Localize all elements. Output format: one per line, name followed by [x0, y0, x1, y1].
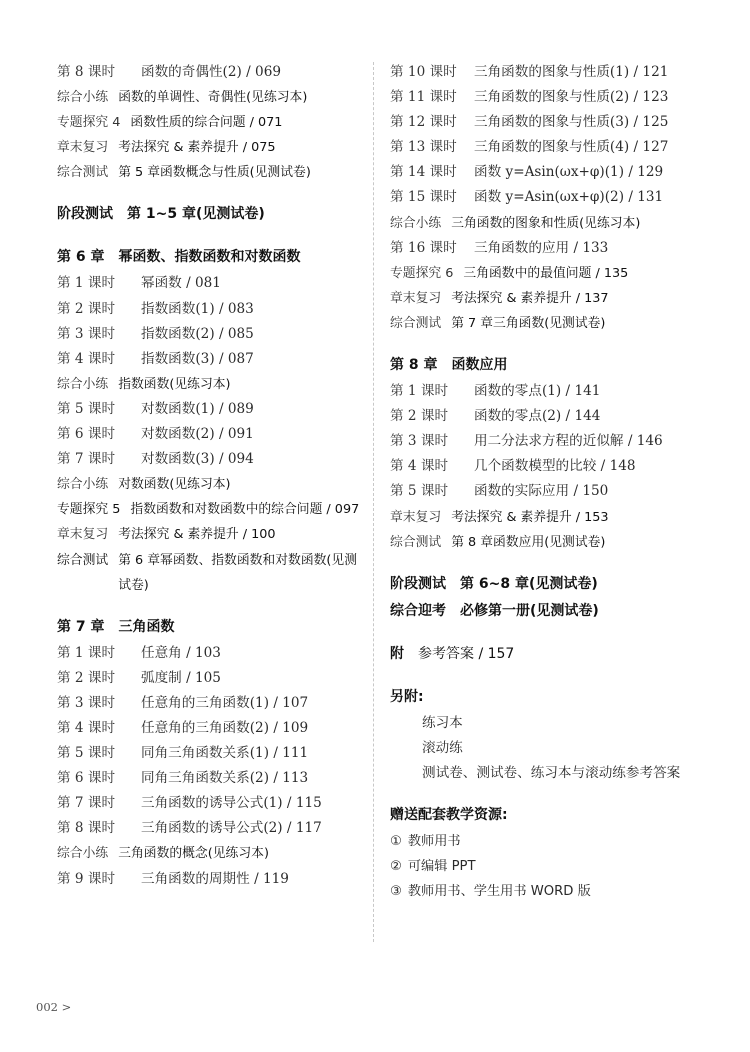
entry-title: 第 1~5 章(见测试卷) [127, 206, 265, 223]
entry-title: 指数函数和对数函数中的综合问题 / 097 [130, 502, 360, 518]
entry-title: 几个函数模型的比较 / 148 [474, 458, 636, 475]
entry-title: 函数的单调性、奇偶性(见练习本) [118, 90, 308, 106]
toc-entry-lesson [57, 322, 365, 347]
section-gap [390, 786, 710, 802]
entry-title: 第 5 章函数概念与性质(见测试卷) [118, 165, 311, 181]
toc-entry-review [57, 160, 365, 185]
entry-label: 第 7 课时 [57, 795, 116, 812]
entry-title: 三角函数的周期性 / 119 [141, 870, 289, 887]
entry-title: 指数函数(3) / 087 [141, 350, 254, 367]
section-gap [390, 555, 710, 571]
toc-entry-lesson [57, 397, 365, 422]
entry-label: 第 5 课时 [57, 400, 116, 417]
toc-entry-lesson [390, 85, 710, 110]
toc-entry-lesson [390, 454, 710, 479]
entry-label: 第 3 课时 [390, 433, 449, 450]
entry-title: 任意角 / 103 [141, 644, 221, 661]
entry-label: 第 7 章 [57, 618, 105, 635]
entry-label: 综合小练 [57, 477, 109, 493]
entry-title: 三角函数的图象与性质(3) / 125 [474, 114, 669, 131]
toc-entry-lesson [390, 429, 710, 454]
entry-label: 第 10 课时 [390, 64, 457, 80]
entry-label: 第 1 课时 [57, 644, 116, 661]
entry-title: 任意角的三角函数(2) / 109 [141, 719, 309, 736]
toc-entry-lesson [57, 716, 365, 741]
entry-title: 对数函数(2) / 091 [141, 426, 254, 443]
entry-title: 三角函数的图象与性质(2) / 123 [474, 89, 669, 106]
entry-label: 第 11 课时 [390, 89, 457, 106]
entry-title: 考法探究 & 素养提升 / 075 [118, 140, 276, 156]
toc-left-column [57, 60, 365, 892]
page-number: 002 > [36, 1000, 72, 1014]
entry-title: 第 8 章函数应用(见测试卷) [451, 534, 606, 550]
entry-label: 第 3 课时 [57, 325, 116, 342]
entry-label: 第 12 课时 [390, 114, 457, 131]
supplement-item-title: 测试卷、测试卷、练习本与滚动练参考答案 [422, 764, 681, 781]
entry-label: 第 6 章 [57, 249, 105, 266]
entry-label: 第 1 课时 [57, 275, 116, 292]
toc-entry-lesson [57, 791, 365, 816]
resource-number: ③ [390, 884, 402, 900]
entry-title: 考法探究 & 素养提升 / 153 [451, 509, 609, 525]
section-gap [57, 228, 365, 244]
entry-label: 综合测试 [390, 534, 442, 550]
section-heading [390, 352, 710, 379]
entry-label: 第 14 课时 [390, 164, 457, 181]
entry-label: 综合小练 [57, 376, 109, 392]
section-heading [57, 244, 365, 271]
entry-label: 阶段测试 [57, 206, 113, 223]
toc-entry-review [57, 372, 365, 397]
entry-label: 第 8 章 [390, 357, 438, 374]
toc-entry-lesson [390, 236, 710, 261]
entry-label: 第 8 课时 [57, 64, 116, 80]
toc-entry-review [57, 135, 365, 160]
section-heading [390, 684, 710, 711]
section-heading [390, 598, 710, 625]
entry-title: 函数性质的综合问题 / 071 [130, 115, 283, 131]
entry-label: 第 3 课时 [57, 694, 116, 711]
toc-entry-lesson [57, 447, 365, 472]
toc-entry-lesson [57, 867, 365, 892]
entry-title: 函数的零点(2) / 144 [474, 408, 601, 425]
entry-label: 专题探究 6 [390, 265, 454, 281]
entry-title: 指数函数(1) / 083 [141, 300, 254, 317]
entry-label: 第 2 课时 [57, 300, 116, 317]
supplement-item [390, 736, 710, 761]
entry-title: 参考答案 / 157 [418, 645, 515, 662]
entry-label: 赠送配套教学资源: [390, 806, 508, 823]
toc-entry-review [57, 110, 365, 135]
entry-label: 综合小练 [57, 846, 109, 862]
toc-entry-lesson [390, 110, 710, 135]
toc-entry-lesson [390, 160, 710, 185]
entry-label: 第 7 课时 [57, 451, 116, 468]
entry-title: 三角函数的诱导公式(1) / 115 [141, 795, 322, 812]
toc-entry-review [390, 530, 710, 555]
entry-title: 三角函数的概念(见练习本) [118, 846, 269, 862]
resource-item [390, 829, 710, 854]
toc-entry-lesson [390, 379, 710, 404]
column-divider [373, 62, 374, 942]
toc-entry-lesson [390, 185, 710, 210]
entry-label: 综合小练 [57, 90, 109, 106]
entry-title: 考法探究 & 素养提升 / 100 [118, 527, 276, 543]
supplement-item-title: 练习本 [422, 714, 463, 731]
entry-label: 第 6 课时 [57, 770, 116, 787]
toc-entry-multiline [57, 497, 365, 522]
entry-label: 阶段测试 [390, 575, 446, 592]
toc-entry-lesson [57, 60, 365, 85]
toc-entry-review [57, 85, 365, 110]
entry-label: 第 4 课时 [57, 350, 116, 367]
section-gap [57, 598, 365, 614]
entry-label: 第 2 课时 [57, 669, 116, 686]
entry-label: 综合测试 [390, 315, 442, 331]
entry-title: 考法探究 & 素养提升 / 137 [451, 290, 609, 306]
entry-label: 第 5 课时 [390, 483, 449, 500]
toc-entry-lesson [57, 741, 365, 766]
toc-entry-lesson [390, 479, 710, 504]
section-heading [390, 641, 710, 668]
entry-label: 专题探究 5 [57, 502, 121, 518]
supplement-item [390, 761, 710, 786]
entry-label: 第 5 课时 [57, 745, 116, 762]
entry-title: 三角函数的图象与性质(1) / 121 [474, 64, 669, 80]
toc-entry-review [390, 311, 710, 336]
entry-title: 同角三角函数关系(2) / 113 [141, 770, 309, 787]
entry-title: 函数的奇偶性(2) / 069 [141, 64, 281, 80]
toc-entry-lesson [57, 666, 365, 691]
entry-label: 章末复习 [57, 140, 109, 156]
entry-label: 第 6 课时 [57, 426, 116, 443]
toc-entry-lesson [390, 135, 710, 160]
entry-label: 第 15 课时 [390, 189, 457, 206]
entry-title: 用二分法求方程的近似解 / 146 [474, 433, 663, 450]
entry-label: 综合小练 [390, 215, 442, 231]
entry-title: 弧度制 / 105 [141, 669, 221, 686]
toc-entry-review [390, 211, 710, 236]
entry-title: 对数函数(1) / 089 [141, 400, 254, 417]
toc-entry-review [390, 286, 710, 311]
entry-label: 第 1 课时 [390, 383, 449, 400]
entry-title: 三角函数 [118, 618, 175, 635]
entry-title: 函数应用 [451, 357, 508, 374]
entry-title: 函数的零点(1) / 141 [474, 383, 601, 400]
toc-entry-lesson [57, 347, 365, 372]
entry-title: 同角三角函数关系(1) / 111 [141, 745, 309, 762]
supplement-item [390, 711, 710, 736]
section-heading [390, 571, 710, 598]
entry-label: 第 4 课时 [390, 458, 449, 475]
toc-entry-lesson [57, 766, 365, 791]
entry-label: 专题探究 4 [57, 115, 121, 131]
toc-entry-lesson [57, 691, 365, 716]
toc-entry-review [390, 505, 710, 530]
entry-title: 三角函数的图象和性质(见练习本) [451, 215, 641, 231]
entry-title: 函数的实际应用 / 150 [474, 483, 609, 500]
toc-entry-review [57, 522, 365, 547]
entry-title: 指数函数(2) / 085 [141, 325, 254, 342]
entry-title: 第 6 章幂函数、指数函数和对数函数(见测试卷) [118, 552, 358, 593]
toc-entry-lesson [57, 422, 365, 447]
entry-label: 第 4 课时 [57, 719, 116, 736]
entry-title: 对数函数(见练习本) [118, 477, 231, 493]
section-gap [390, 668, 710, 684]
entry-label: 章末复习 [390, 509, 442, 525]
toc-entry-lesson [57, 816, 365, 841]
entry-label: 章末复习 [57, 527, 109, 543]
entry-label: 附 [390, 645, 404, 662]
resource-number: ② [390, 859, 402, 875]
toc-entry-lesson [57, 641, 365, 666]
toc-entry-multiline [57, 548, 365, 598]
resource-number: ① [390, 833, 402, 849]
entry-title: 第 7 章三角函数(见测试卷) [451, 315, 606, 331]
toc-entry-lesson [57, 297, 365, 322]
toc-entry-lesson [57, 271, 365, 296]
entry-label: 第 9 课时 [57, 870, 116, 887]
section-heading [390, 802, 710, 829]
entry-title: 三角函数的诱导公式(2) / 117 [141, 820, 322, 837]
entry-label: 综合测试 [57, 552, 109, 568]
resource-title: 可编辑 PPT [407, 859, 476, 875]
entry-title: 幂函数 / 081 [141, 275, 221, 292]
toc-right-column [390, 60, 710, 904]
section-gap [390, 336, 710, 352]
entry-label: 综合测试 [57, 165, 109, 181]
resource-item [390, 879, 710, 904]
entry-title: 三角函数的应用 / 133 [474, 239, 609, 256]
resource-title: 教师用书、学生用书 WORD 版 [407, 884, 591, 900]
entry-label: 第 13 课时 [390, 139, 457, 156]
entry-label: 另附: [390, 688, 424, 705]
toc-entry-review [57, 472, 365, 497]
toc-entry-lesson [390, 404, 710, 429]
entry-title: 任意角的三角函数(1) / 107 [141, 694, 309, 711]
resource-item [390, 854, 710, 879]
section-heading [57, 614, 365, 641]
entry-title: 第 6~8 章(见测试卷) [460, 575, 598, 592]
entry-label: 第 16 课时 [390, 239, 457, 256]
section-heading [57, 201, 365, 228]
supplement-item-title: 滚动练 [422, 739, 463, 756]
entry-title: 三角函数的图象与性质(4) / 127 [474, 139, 669, 156]
entry-title: 对数函数(3) / 094 [141, 451, 254, 468]
entry-title: 指数函数(见练习本) [118, 376, 231, 392]
toc-entry-review [57, 841, 365, 866]
toc-entry-review [390, 261, 710, 286]
entry-label: 章末复习 [390, 290, 442, 306]
entry-title: 幂函数、指数函数和对数函数 [118, 249, 301, 266]
entry-title: 三角函数中的最值问题 / 135 [463, 265, 629, 281]
entry-label: 第 8 课时 [57, 820, 116, 837]
section-gap [390, 625, 710, 641]
toc-entry-lesson [390, 60, 710, 85]
entry-title: 函数 y=Asin(ωx+φ)(1) / 129 [474, 164, 664, 181]
entry-label: 第 2 课时 [390, 408, 449, 425]
section-gap [57, 185, 365, 201]
resource-title: 教师用书 [407, 833, 461, 849]
entry-label: 综合迎考 [390, 602, 446, 619]
entry-title: 必修第一册(见测试卷) [460, 602, 599, 619]
entry-title: 函数 y=Asin(ωx+φ)(2) / 131 [474, 189, 664, 206]
